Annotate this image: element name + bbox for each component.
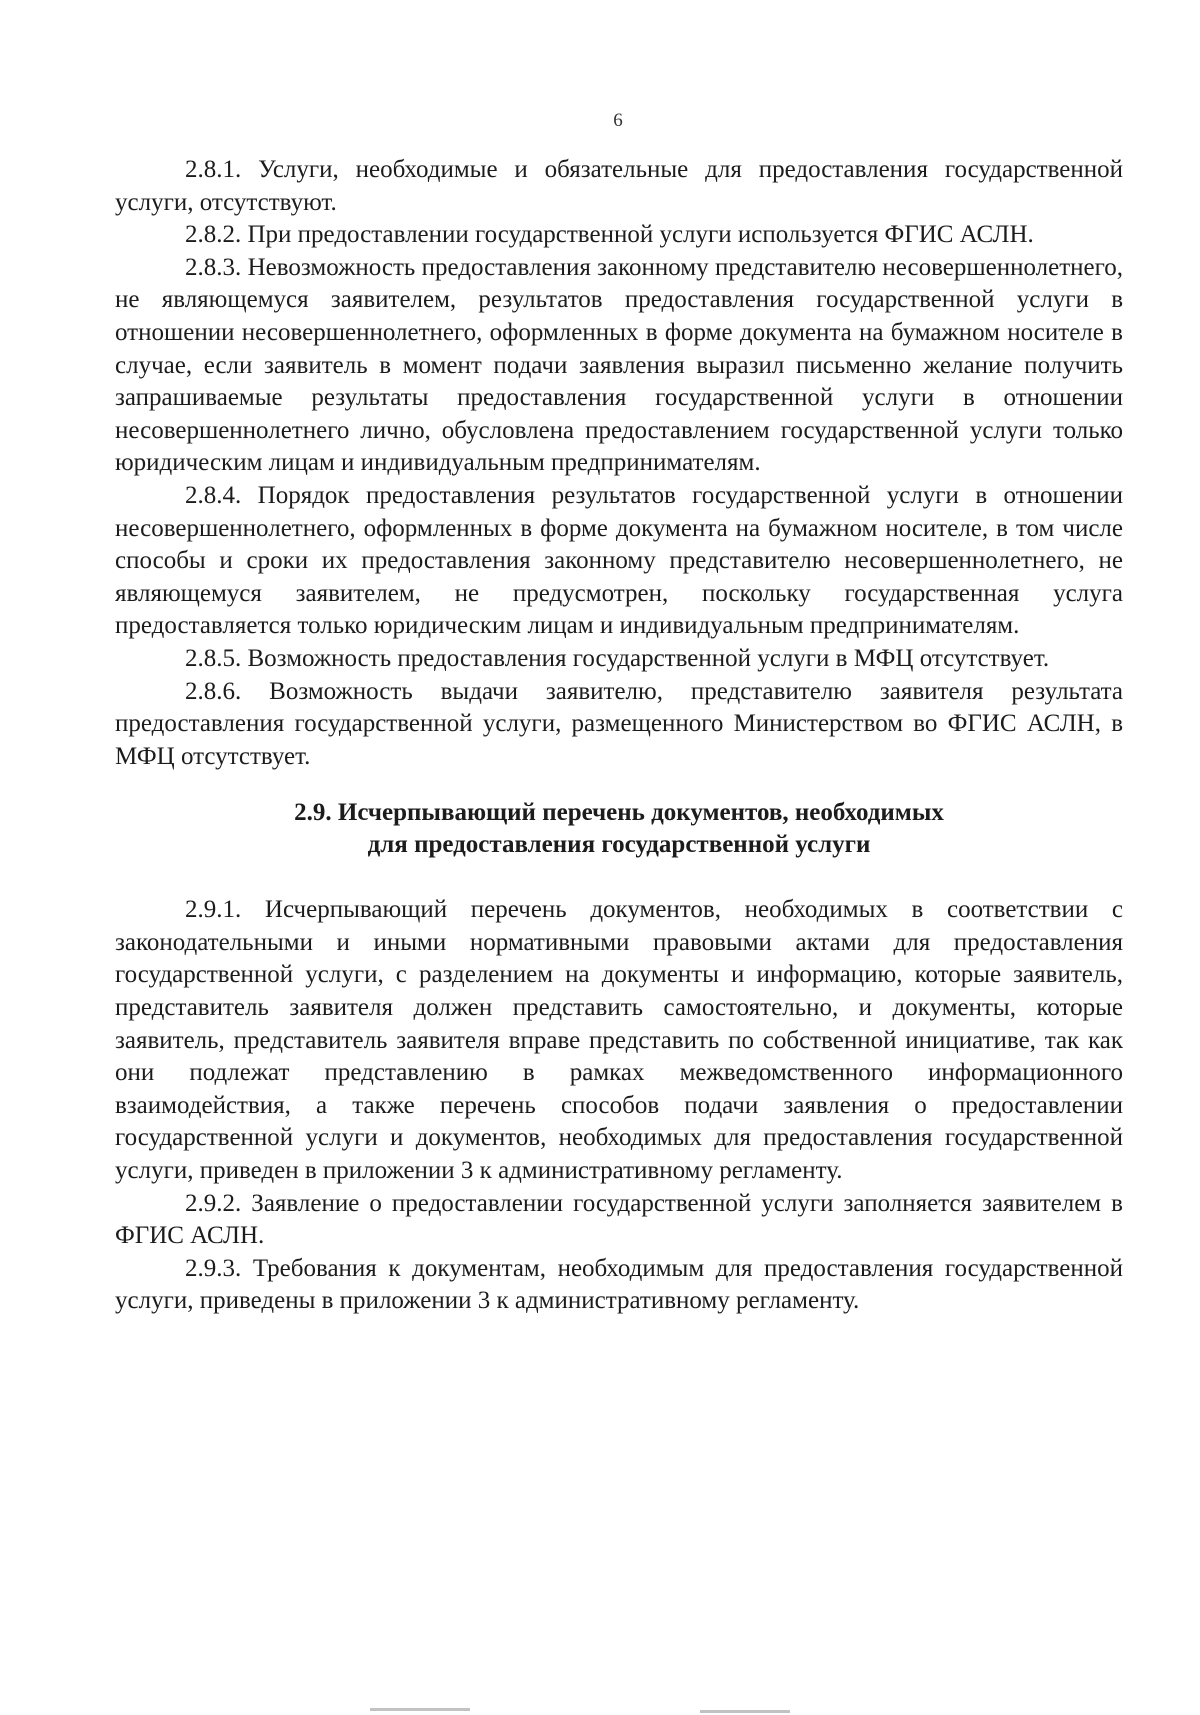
paragraph-2-8-3: 2.8.3. Невозможность предоставления законному представителю несовершеннолетнего, не являющемуся заявителем, результатов предоставления государственной услуги в отношении несовершеннолетнего, оформленных в форме документа на бумажном носителе в случае, если заявитель в момент подачи заявления выразил письменно желание получить запрашиваемые результаты предоставления государственной услуги в отношении несовершеннолетнего лично, обусловлена предоставлением государственной услуги только юридическим лицам и индивидуальным предпринимателям. bbox=[115, 253, 1123, 477]
paragraph-2-9-2: 2.9.2. Заявление о предоставлении государственной услуги заполняется заявителем в ФГИС АСЛН. bbox=[115, 1189, 1123, 1250]
scan-artifact-right bbox=[700, 1710, 790, 1713]
section-heading-line-1: 2.9. Исчерпывающий перечень документов, необходимых bbox=[294, 799, 944, 827]
paragraph-2-8-1: 2.8.1. Услуги, необходимые и обязательные для предоставления государственной услуги, отсутствуют. bbox=[115, 156, 1123, 216]
page-number: 6 bbox=[613, 110, 623, 131]
section-heading-2-9 bbox=[115, 797, 1123, 861]
scan-artifact-left bbox=[370, 1708, 470, 1711]
paragraph-2-8-2: 2.8.2. При предоставлении государственной услуги используется ФГИС АСЛН. bbox=[185, 221, 1034, 249]
section-heading-line-2: для предоставления государственной услуги bbox=[367, 831, 871, 859]
paragraph-2-9-3: 2.9.3. Требования к документам, необходимым для предоставления государственной услуги, приведены в приложении 3 к административному регламенту. bbox=[115, 1254, 1123, 1315]
paragraph-2-9-1: 2.9.1. Исчерпывающий перечень документов, необходимых в соответствии с законодательными и иными нормативными правовыми актами для предоставления государственной услуги, с разделением на документы и информацию, которые заявитель, представитель заявителя должен представить самостоятельно, и документы, которые заявитель, представитель заявителя вправе представить по собственной инициативе, так как они подлежат представлению в рамках межведомственного информационного взаимодействия, а также перечень способов подачи заявления о предоставлении государственной услуги и документов, необходимых для предоставления государственной услуги, приведен в приложении 3 к административному регламенту. bbox=[115, 896, 1123, 1185]
paragraph-2-8-5: 2.8.5. Возможность предоставления государственной услуги в МФЦ отсутствует. bbox=[185, 644, 1050, 672]
document-body bbox=[115, 154, 1123, 1318]
paragraph-2-8-4: 2.8.4. Порядок предоставления результатов государственной услуги в отношении несовершеннолетнего, оформленных в форме документа на бумажном носителе, в том числе способы и сроки их предоставления законному представителю несовершеннолетнего, не являющемуся заявителем, не предусмотрен, поскольку государственная услуга предоставляется только юридическим лицам и индивидуальным предпринимателям. bbox=[115, 481, 1123, 640]
paragraph-2-8-6: 2.8.6. Возможность выдачи заявителю, представителю заявителя результата предоставления государственной услуги, размещенного Министерством во ФГИС АСЛН, в МФЦ отсутствует. bbox=[115, 677, 1123, 770]
